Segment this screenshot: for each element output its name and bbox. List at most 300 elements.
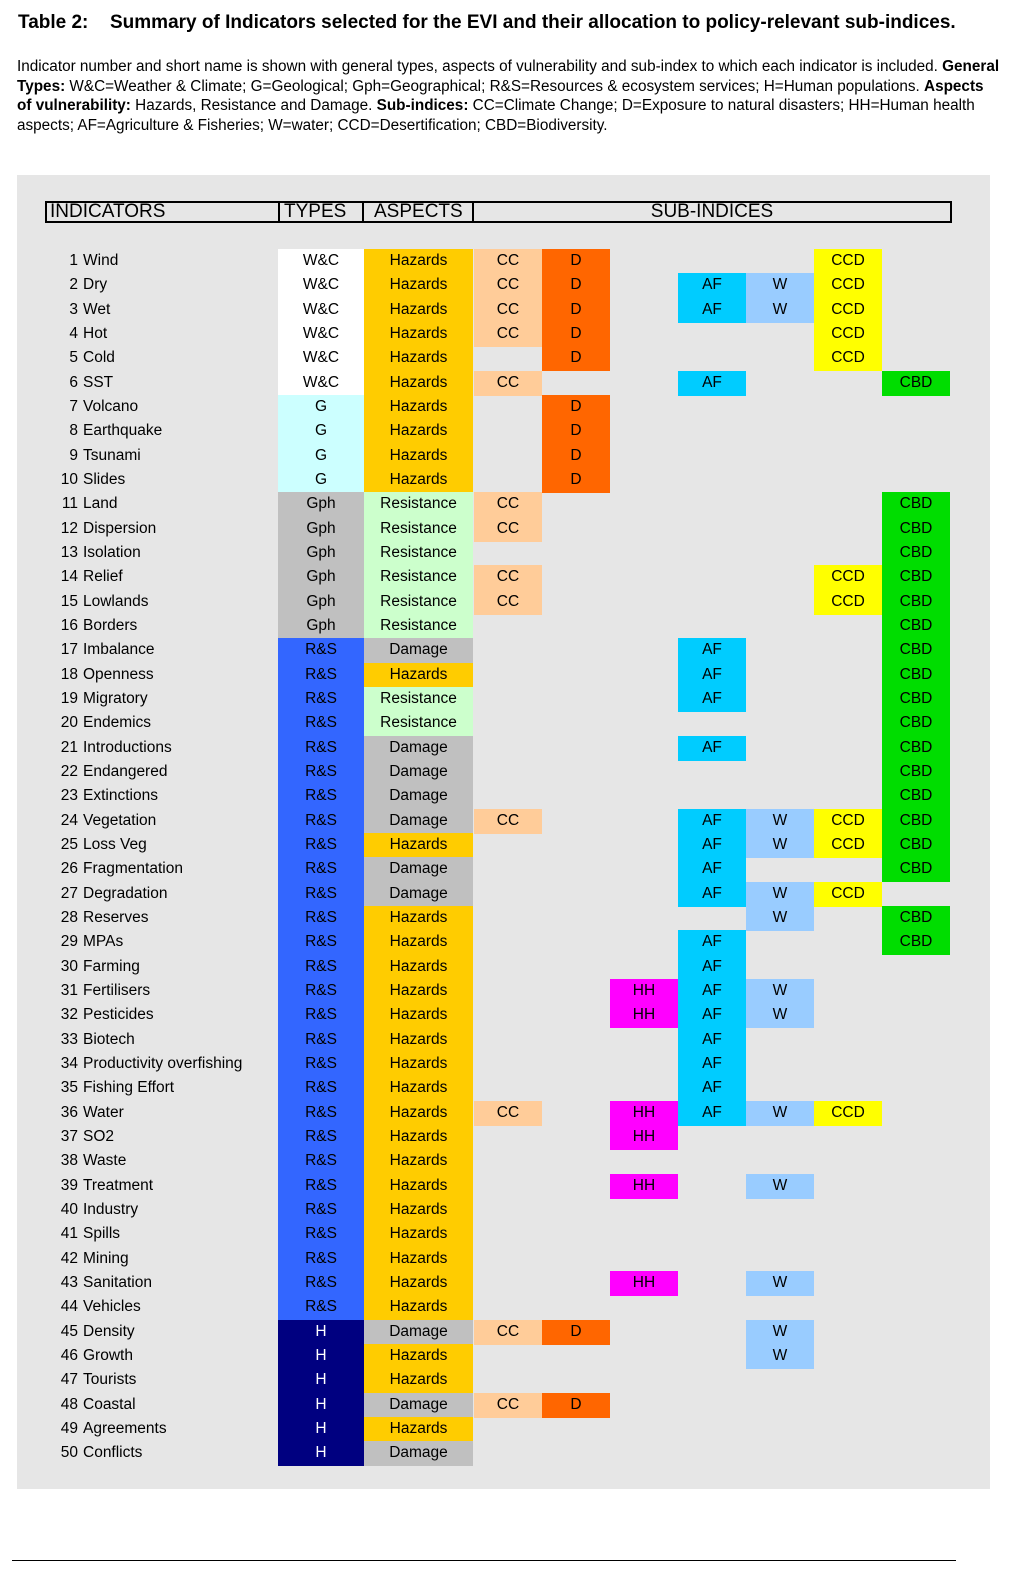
type-cell: R&S — [278, 930, 364, 955]
aspect-cell: Resistance — [364, 517, 473, 542]
aspect-cell: Hazards — [364, 1344, 473, 1369]
sub-index-cbd: CBD — [882, 906, 950, 931]
indicator-name: Slides — [83, 470, 126, 488]
indicator-name: Endemics — [83, 714, 152, 732]
sub-index-hh: HH — [610, 1125, 678, 1150]
sub-index-cc: CC — [474, 809, 542, 834]
indicator-name: Industry — [83, 1200, 139, 1218]
sub-index-w: W — [746, 273, 814, 298]
sub-index-cc: CC — [474, 298, 542, 323]
table-row — [0, 955, 1017, 979]
indicator-name: Relief — [83, 568, 123, 586]
table-row — [0, 809, 1017, 833]
table-row — [0, 1125, 1017, 1149]
indicator-number: 5 — [69, 349, 78, 367]
indicator-name: Openness — [83, 665, 154, 683]
type-cell: W&C — [278, 322, 364, 347]
aspect-cell: Hazards — [364, 1271, 473, 1296]
sub-index-cbd: CBD — [882, 541, 950, 566]
table-row — [0, 687, 1017, 711]
sub-index-af: AF — [678, 663, 746, 688]
table-row — [0, 711, 1017, 735]
indicator-number: 41 — [60, 1225, 78, 1243]
aspect-cell: Resistance — [364, 711, 473, 736]
sub-index-w: W — [746, 298, 814, 323]
table-row — [0, 468, 1017, 492]
sub-index-cbd: CBD — [882, 590, 950, 615]
table-row — [0, 419, 1017, 443]
table-row — [0, 517, 1017, 541]
footer-rule — [12, 1560, 956, 1561]
sub-index-d: D — [542, 419, 610, 444]
indicator-name: MPAs — [83, 933, 124, 951]
indicator-name: Productivity overfishing — [83, 1054, 243, 1072]
type-cell: R&S — [278, 663, 364, 688]
aspect-cell: Hazards — [364, 930, 473, 955]
type-cell: W&C — [278, 346, 364, 371]
header-indicators: INDICATORS — [45, 201, 280, 223]
sub-index-w: W — [746, 1101, 814, 1126]
sub-index-d: D — [542, 468, 610, 493]
type-cell: R&S — [278, 1271, 364, 1296]
indicator-name: Density — [83, 1322, 135, 1340]
sub-index-d: D — [542, 1320, 610, 1345]
sub-index-cbd: CBD — [882, 784, 950, 809]
table-row — [0, 1101, 1017, 1125]
indicator-name: Farming — [83, 957, 140, 975]
sub-index-af: AF — [678, 930, 746, 955]
sub-index-cbd: CBD — [882, 687, 950, 712]
indicator-number: 33 — [60, 1030, 78, 1048]
indicator-number: 8 — [69, 422, 78, 440]
table-row — [0, 1393, 1017, 1417]
aspect-cell: Resistance — [364, 565, 473, 590]
sub-index-cbd: CBD — [882, 663, 950, 688]
type-cell: R&S — [278, 638, 364, 663]
type-cell: Gph — [278, 541, 364, 566]
sub-index-w: W — [746, 906, 814, 931]
table-row — [0, 565, 1017, 589]
aspect-cell: Damage — [364, 809, 473, 834]
type-cell: R&S — [278, 1295, 364, 1320]
aspect-cell: Resistance — [364, 590, 473, 615]
aspect-cell: Damage — [364, 638, 473, 663]
table-row — [0, 1320, 1017, 1344]
type-cell: R&S — [278, 857, 364, 882]
caption-aspects-text: Hazards, Resistance and Damage. — [130, 97, 377, 115]
caption-types-text: W&C=Weather & Climate; G=Geological; Gph=Geographical; R&S=Resources & ecosystem services; H=Human populations. — [65, 77, 925, 95]
indicator-number: 32 — [60, 1006, 78, 1024]
indicator-name: Sanitation — [83, 1273, 152, 1291]
indicator-name: Tourists — [83, 1371, 137, 1389]
indicator-number: 43 — [60, 1273, 78, 1291]
sub-index-ccd: CCD — [814, 273, 882, 298]
table-row — [0, 322, 1017, 346]
aspect-cell: Resistance — [364, 687, 473, 712]
indicator-name: SO2 — [83, 1127, 115, 1145]
table-row — [0, 1368, 1017, 1392]
aspect-cell: Resistance — [364, 614, 473, 639]
type-cell: R&S — [278, 1052, 364, 1077]
indicator-number: 10 — [60, 470, 78, 488]
indicator-number: 19 — [60, 689, 78, 707]
indicator-number: 35 — [60, 1079, 78, 1097]
indicator-number: 39 — [60, 1176, 78, 1194]
table-row — [0, 882, 1017, 906]
indicator-number: 11 — [61, 495, 78, 513]
sub-index-w: W — [746, 1320, 814, 1345]
aspect-cell: Hazards — [364, 1198, 473, 1223]
table-row — [0, 371, 1017, 395]
type-cell: R&S — [278, 809, 364, 834]
sub-index-cbd: CBD — [882, 492, 950, 517]
type-cell: Gph — [278, 590, 364, 615]
indicator-number: 20 — [60, 714, 78, 732]
sub-index-af: AF — [678, 833, 746, 858]
indicator-number: 23 — [60, 787, 78, 805]
type-cell: R&S — [278, 784, 364, 809]
sub-index-w: W — [746, 979, 814, 1004]
aspect-cell: Hazards — [364, 298, 473, 323]
indicator-number: 28 — [60, 908, 78, 926]
type-cell: R&S — [278, 979, 364, 1004]
aspect-cell: Damage — [364, 760, 473, 785]
indicator-number: 9 — [69, 446, 78, 464]
sub-index-hh: HH — [610, 979, 678, 1004]
aspect-cell: Hazards — [364, 833, 473, 858]
sub-index-cbd: CBD — [882, 760, 950, 785]
aspect-cell: Hazards — [364, 468, 473, 493]
aspect-cell: Hazards — [364, 1417, 473, 1442]
type-cell: R&S — [278, 1003, 364, 1028]
table-row — [0, 298, 1017, 322]
sub-index-cc: CC — [474, 322, 542, 347]
indicator-name: Growth — [83, 1346, 133, 1364]
indicator-name: Mining — [83, 1249, 129, 1267]
caption-sub-text: CC=Climate Change; D=Exposure to natural disasters; HH=Human health aspects; AF=Agriculture & Fisheries; W=water; CCD=Desertification; CBD=Biodiversity. — [17, 97, 975, 134]
sub-index-cc: CC — [474, 517, 542, 542]
sub-index-d: D — [542, 444, 610, 469]
table-title-text: Summary of Indicators selected for the EVI and their allocation to policy-relevant sub-indices. — [110, 12, 956, 33]
sub-index-af: AF — [678, 1101, 746, 1126]
sub-index-ccd: CCD — [814, 833, 882, 858]
aspect-cell: Damage — [364, 1393, 473, 1418]
aspect-cell: Hazards — [364, 322, 473, 347]
sub-index-af: AF — [678, 298, 746, 323]
table-row — [0, 1295, 1017, 1319]
type-cell: H — [278, 1368, 364, 1393]
table-row — [0, 1271, 1017, 1295]
indicator-name: Migratory — [83, 689, 148, 707]
indicator-name: Spills — [83, 1225, 121, 1243]
indicator-number: 38 — [60, 1152, 78, 1170]
type-cell: R&S — [278, 1028, 364, 1053]
aspect-cell: Damage — [364, 857, 473, 882]
table-row — [0, 906, 1017, 930]
type-cell: H — [278, 1344, 364, 1369]
sub-index-cc: CC — [474, 1101, 542, 1126]
indicator-number: 50 — [60, 1444, 78, 1462]
table-row — [0, 857, 1017, 881]
sub-index-cbd: CBD — [882, 517, 950, 542]
sub-index-af: AF — [678, 736, 746, 761]
aspect-cell: Hazards — [364, 1125, 473, 1150]
indicator-name: SST — [83, 373, 114, 391]
aspect-cell: Hazards — [364, 444, 473, 469]
table-row — [0, 1149, 1017, 1173]
sub-index-d: D — [542, 1393, 610, 1418]
sub-index-cc: CC — [474, 249, 542, 274]
type-cell: G — [278, 419, 364, 444]
indicator-name: Biotech — [83, 1030, 135, 1048]
sub-index-cc: CC — [474, 1393, 542, 1418]
indicator-name: Earthquake — [83, 422, 163, 440]
sub-index-af: AF — [678, 979, 746, 1004]
sub-index-af: AF — [678, 1076, 746, 1101]
sub-index-cbd: CBD — [882, 638, 950, 663]
sub-index-w: W — [746, 1271, 814, 1296]
aspect-cell: Hazards — [364, 1149, 473, 1174]
indicator-number: 7 — [69, 397, 78, 415]
table-row — [0, 614, 1017, 638]
table-row — [0, 1003, 1017, 1027]
sub-index-hh: HH — [610, 1174, 678, 1199]
table-row — [0, 1417, 1017, 1441]
sub-index-cbd: CBD — [882, 809, 950, 834]
indicator-number: 18 — [60, 665, 78, 683]
type-cell: W&C — [278, 273, 364, 298]
table-row — [0, 784, 1017, 808]
indicator-name: Fertilisers — [83, 981, 151, 999]
indicator-number: 49 — [60, 1419, 78, 1437]
indicator-number: 31 — [60, 981, 78, 999]
indicator-name: Vegetation — [83, 811, 157, 829]
indicator-name: Volcano — [83, 397, 139, 415]
indicator-name: Dispersion — [83, 519, 157, 537]
aspect-cell: Damage — [364, 882, 473, 907]
indicator-name: Reserves — [83, 908, 149, 926]
table-row — [0, 833, 1017, 857]
sub-index-af: AF — [678, 809, 746, 834]
indicator-number: 29 — [60, 933, 78, 951]
type-cell: G — [278, 444, 364, 469]
aspect-cell: Resistance — [364, 541, 473, 566]
aspect-cell: Hazards — [364, 906, 473, 931]
indicator-name: Endangered — [83, 762, 168, 780]
indicator-name: Conflicts — [83, 1444, 143, 1462]
table-row — [0, 736, 1017, 760]
sub-index-w: W — [746, 809, 814, 834]
indicator-name: Borders — [83, 616, 138, 634]
sub-index-d: D — [542, 346, 610, 371]
sub-index-hh: HH — [610, 1101, 678, 1126]
header-aspects: ASPECTS — [362, 201, 474, 223]
table-row — [0, 1222, 1017, 1246]
indicator-name: Extinctions — [83, 787, 158, 805]
sub-index-ccd: CCD — [814, 882, 882, 907]
indicator-number: 4 — [69, 324, 78, 342]
indicator-number: 21 — [60, 738, 78, 756]
aspect-cell: Hazards — [364, 1295, 473, 1320]
caption-sub-label: Sub-indices: — [376, 97, 469, 115]
sub-index-hh: HH — [610, 1271, 678, 1296]
indicator-number: 42 — [60, 1249, 78, 1267]
sub-index-ccd: CCD — [814, 346, 882, 371]
sub-index-cbd: CBD — [882, 857, 950, 882]
aspect-cell: Hazards — [364, 1052, 473, 1077]
indicator-number: 17 — [60, 641, 78, 659]
indicator-number: 12 — [60, 519, 78, 537]
indicator-name: Vehicles — [83, 1298, 141, 1316]
indicator-number: 24 — [60, 811, 78, 829]
indicator-number: 22 — [60, 762, 78, 780]
table-row — [0, 541, 1017, 565]
table-row — [0, 663, 1017, 687]
sub-index-cbd: CBD — [882, 565, 950, 590]
table-row — [0, 346, 1017, 370]
sub-index-d: D — [542, 395, 610, 420]
sub-index-af: AF — [678, 1003, 746, 1028]
type-cell: R&S — [278, 1174, 364, 1199]
type-cell: G — [278, 395, 364, 420]
sub-index-w: W — [746, 1174, 814, 1199]
sub-index-af: AF — [678, 638, 746, 663]
indicator-number: 46 — [60, 1346, 78, 1364]
aspect-cell: Hazards — [364, 1368, 473, 1393]
sub-index-cbd: CBD — [882, 371, 950, 396]
indicator-name: Imbalance — [83, 641, 155, 659]
sub-index-af: AF — [678, 273, 746, 298]
indicator-number: 40 — [60, 1200, 78, 1218]
indicator-number: 16 — [60, 616, 78, 634]
type-cell: R&S — [278, 1222, 364, 1247]
type-cell: R&S — [278, 955, 364, 980]
table-row — [0, 1344, 1017, 1368]
aspect-cell: Hazards — [364, 1222, 473, 1247]
aspect-cell: Hazards — [364, 1101, 473, 1126]
indicator-number: 6 — [69, 373, 78, 391]
indicator-name: Coastal — [83, 1395, 136, 1413]
indicator-number: 45 — [60, 1322, 78, 1340]
indicator-number: 36 — [60, 1103, 78, 1121]
sub-index-ccd: CCD — [814, 809, 882, 834]
sub-index-cbd: CBD — [882, 833, 950, 858]
aspect-cell: Hazards — [364, 1076, 473, 1101]
type-cell: R&S — [278, 760, 364, 785]
table-row — [0, 590, 1017, 614]
aspect-cell: Damage — [364, 784, 473, 809]
aspect-cell: Hazards — [364, 979, 473, 1004]
sub-index-d: D — [542, 322, 610, 347]
indicator-number: 27 — [60, 884, 78, 902]
table-row — [0, 249, 1017, 273]
indicator-name: Degradation — [83, 884, 168, 902]
indicator-name: Introductions — [83, 738, 172, 756]
sub-index-cc: CC — [474, 1320, 542, 1345]
aspect-cell: Hazards — [364, 663, 473, 688]
aspect-cell: Hazards — [364, 346, 473, 371]
indicator-name: Wind — [83, 252, 119, 269]
aspect-cell: Hazards — [364, 249, 473, 274]
sub-index-cc: CC — [474, 590, 542, 615]
indicator-number: 44 — [60, 1298, 78, 1316]
type-cell: R&S — [278, 1149, 364, 1174]
type-cell: H — [278, 1393, 364, 1418]
sub-index-af: AF — [678, 882, 746, 907]
indicator-name: Fishing Effort — [83, 1079, 175, 1097]
type-cell: R&S — [278, 906, 364, 931]
indicator-number: 25 — [60, 835, 78, 853]
sub-index-d: D — [542, 249, 610, 274]
table-row — [0, 444, 1017, 468]
indicator-number: 48 — [60, 1395, 78, 1413]
sub-index-ccd: CCD — [814, 1101, 882, 1126]
indicator-name: Treatment — [83, 1176, 154, 1194]
sub-index-cbd: CBD — [882, 930, 950, 955]
sub-index-w: W — [746, 882, 814, 907]
type-cell: W&C — [278, 249, 364, 274]
type-cell: G — [278, 468, 364, 493]
type-cell: H — [278, 1441, 364, 1466]
type-cell: Gph — [278, 614, 364, 639]
sub-index-w: W — [746, 833, 814, 858]
indicator-number: 2 — [69, 276, 78, 294]
sub-index-cc: CC — [474, 565, 542, 590]
aspect-cell: Hazards — [364, 1247, 473, 1272]
sub-index-cbd: CBD — [882, 614, 950, 639]
sub-index-cbd: CBD — [882, 711, 950, 736]
table-number: Table 2: — [18, 12, 89, 33]
type-cell: R&S — [278, 833, 364, 858]
sub-index-cc: CC — [474, 492, 542, 517]
indicator-name: Loss Veg — [83, 835, 147, 853]
table-row — [0, 395, 1017, 419]
indicator-name: Land — [83, 495, 118, 513]
caption-intro: Indicator number and short name is shown with general types, aspects of vulnerability and sub-index to which each indicator is included. — [17, 58, 943, 75]
sub-index-cc: CC — [474, 371, 542, 396]
aspect-cell: Resistance — [364, 492, 473, 517]
table-row — [0, 1198, 1017, 1222]
aspect-cell: Hazards — [364, 419, 473, 444]
indicator-number: 26 — [60, 860, 78, 878]
sub-index-ccd: CCD — [814, 565, 882, 590]
indicator-name: Wet — [83, 300, 111, 318]
type-cell: R&S — [278, 1198, 364, 1223]
sub-index-ccd: CCD — [814, 590, 882, 615]
type-cell: Gph — [278, 492, 364, 517]
indicator-name: Fragmentation — [83, 860, 183, 878]
sub-index-af: AF — [678, 371, 746, 396]
type-cell: R&S — [278, 1101, 364, 1126]
aspect-cell: Hazards — [364, 273, 473, 298]
indicator-number: 3 — [69, 300, 78, 318]
sub-index-af: AF — [678, 955, 746, 980]
indicator-name: Hot — [83, 324, 108, 342]
table-row — [0, 638, 1017, 662]
aspect-cell: Damage — [364, 1320, 473, 1345]
aspect-cell: Hazards — [364, 371, 473, 396]
table-row — [0, 1247, 1017, 1271]
table-row — [0, 760, 1017, 784]
table-row — [0, 1076, 1017, 1100]
type-cell: R&S — [278, 687, 364, 712]
indicator-name: Water — [83, 1103, 124, 1121]
type-cell: R&S — [278, 1247, 364, 1272]
indicator-number: 14 — [60, 568, 78, 586]
table-row — [0, 492, 1017, 516]
indicator-number: 37 — [60, 1127, 78, 1145]
type-cell: H — [278, 1417, 364, 1442]
